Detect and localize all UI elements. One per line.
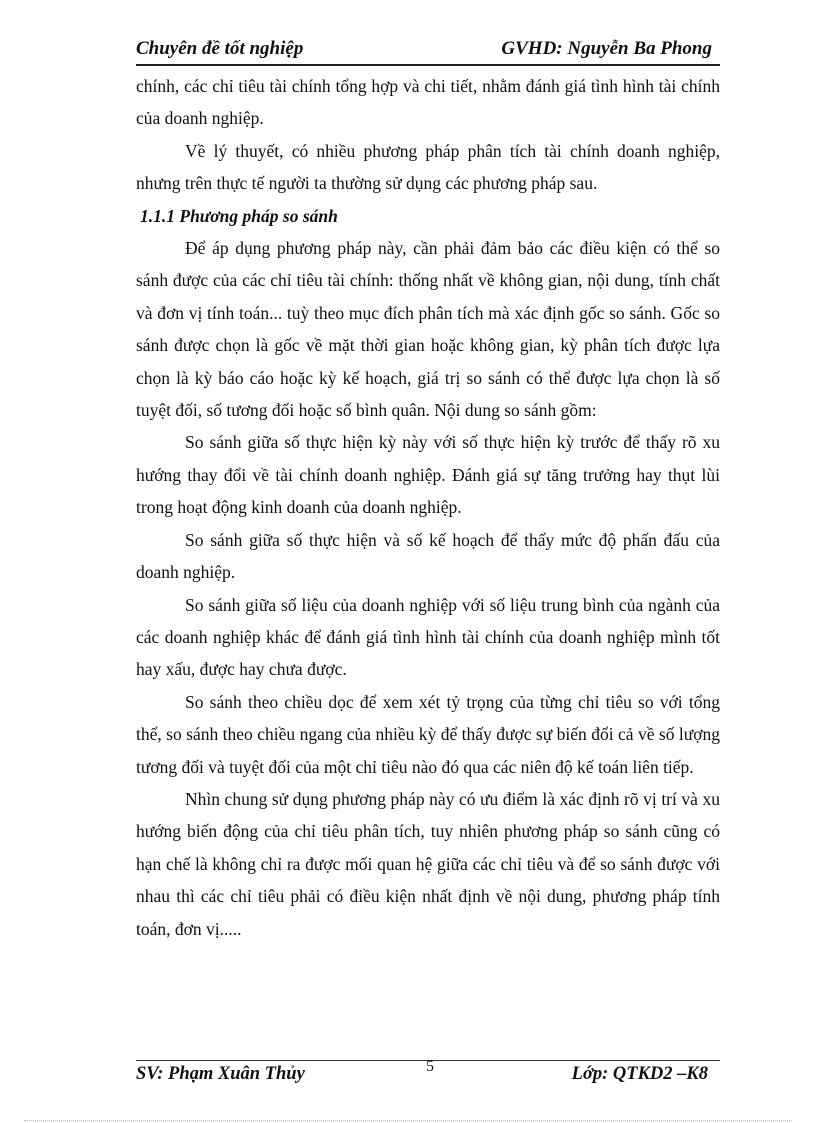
footer-class: Lớp: QTKD2 –K8: [571, 1064, 708, 1084]
page-header: [136, 38, 720, 66]
intro-paragraph: Về lý thuyết, có nhiều phương pháp phân tích tài chính doanh nghiệp, nhưng trên thực tế người ta thường sử dụng các phương pháp sau.: [136, 140, 720, 194]
page-footer: [136, 1060, 720, 1089]
footer-student: SV: Phạm Xuân Thủy: [136, 1064, 305, 1084]
header-advisor: GVHD: Nguyễn Ba Phong: [501, 38, 712, 59]
page-body: [136, 70, 720, 945]
paragraph: So sánh theo chiều dọc để xem xét tỷ trọng của từng chỉ tiêu so với tổng thể, so sánh theo chiều ngang của nhiều kỳ để thấy được sự biến đổi cả về số lượng tương đối và tuyệt đối của một chỉ tiêu nào đó qua các niên độ kế toán liên tiếp.: [136, 691, 720, 777]
header-title: Chuyên đề tốt nghiệp: [136, 38, 304, 59]
page-edge-divider: [24, 1120, 792, 1121]
intro-continuation: chính, các chỉ tiêu tài chính tổng hợp và chi tiết, nhằm đánh giá tình hình tài chính của doanh nghiệp.: [136, 76, 720, 129]
paragraph: Nhìn chung sử dụng phương pháp này có ưu điểm là xác định rõ vị trí và xu hướng biến động của chỉ tiêu phân tích, tuy nhiên phương pháp so sánh cũng có hạn chế là không chỉ ra được mối quan hệ giữa các chỉ tiêu và để so sánh được với nhau thì các chỉ tiêu phải có điều kiện nhất định về nội dung, phương pháp tính toán, đơn vị.....: [136, 788, 720, 939]
paragraph: So sánh giữa số thực hiện kỳ này với số thực hiện kỳ trước để thấy rõ xu hướng thay đổi về tài chính doanh nghiệp. Đánh giá sự tăng trưởng hay thụt lùi trong hoạt động kinh doanh của doanh nghiệp.: [136, 432, 720, 518]
paragraph: Để áp dụng phương pháp này, cần phải đảm bảo các điều kiện có thể so sánh được của các chỉ tiêu tài chính: thống nhất về không gian, nội dung, tính chất và đơn vị tính toán... tuỳ theo mục đích phân tích mà xác định gốc so sánh. Gốc so sánh được chọn là gốc về mặt thời gian hoặc không gian, kỳ phân tích được lựa chọn là kỳ báo cáo hoặc kỳ kế hoạch, giá trị so sánh có thể được lựa chọn là số tuyệt đối, số tương đối hoặc số bình quân. Nội dung so sánh gồm:: [136, 238, 720, 421]
paragraph: So sánh giữa số thực hiện và số kế hoạch để thấy mức độ phấn đấu của doanh nghiệp.: [136, 529, 720, 583]
paragraph: So sánh giữa số liệu của doanh nghiệp với số liệu trung bình của ngành của các doanh nghiệp khác để đánh giá tình hình tài chính của doanh nghiệp mình tốt hay xấu, được hay chưa được.: [136, 594, 720, 680]
page-number: 5: [426, 1058, 434, 1075]
section-heading: 1.1.1 Phương pháp so sánh: [140, 205, 338, 226]
